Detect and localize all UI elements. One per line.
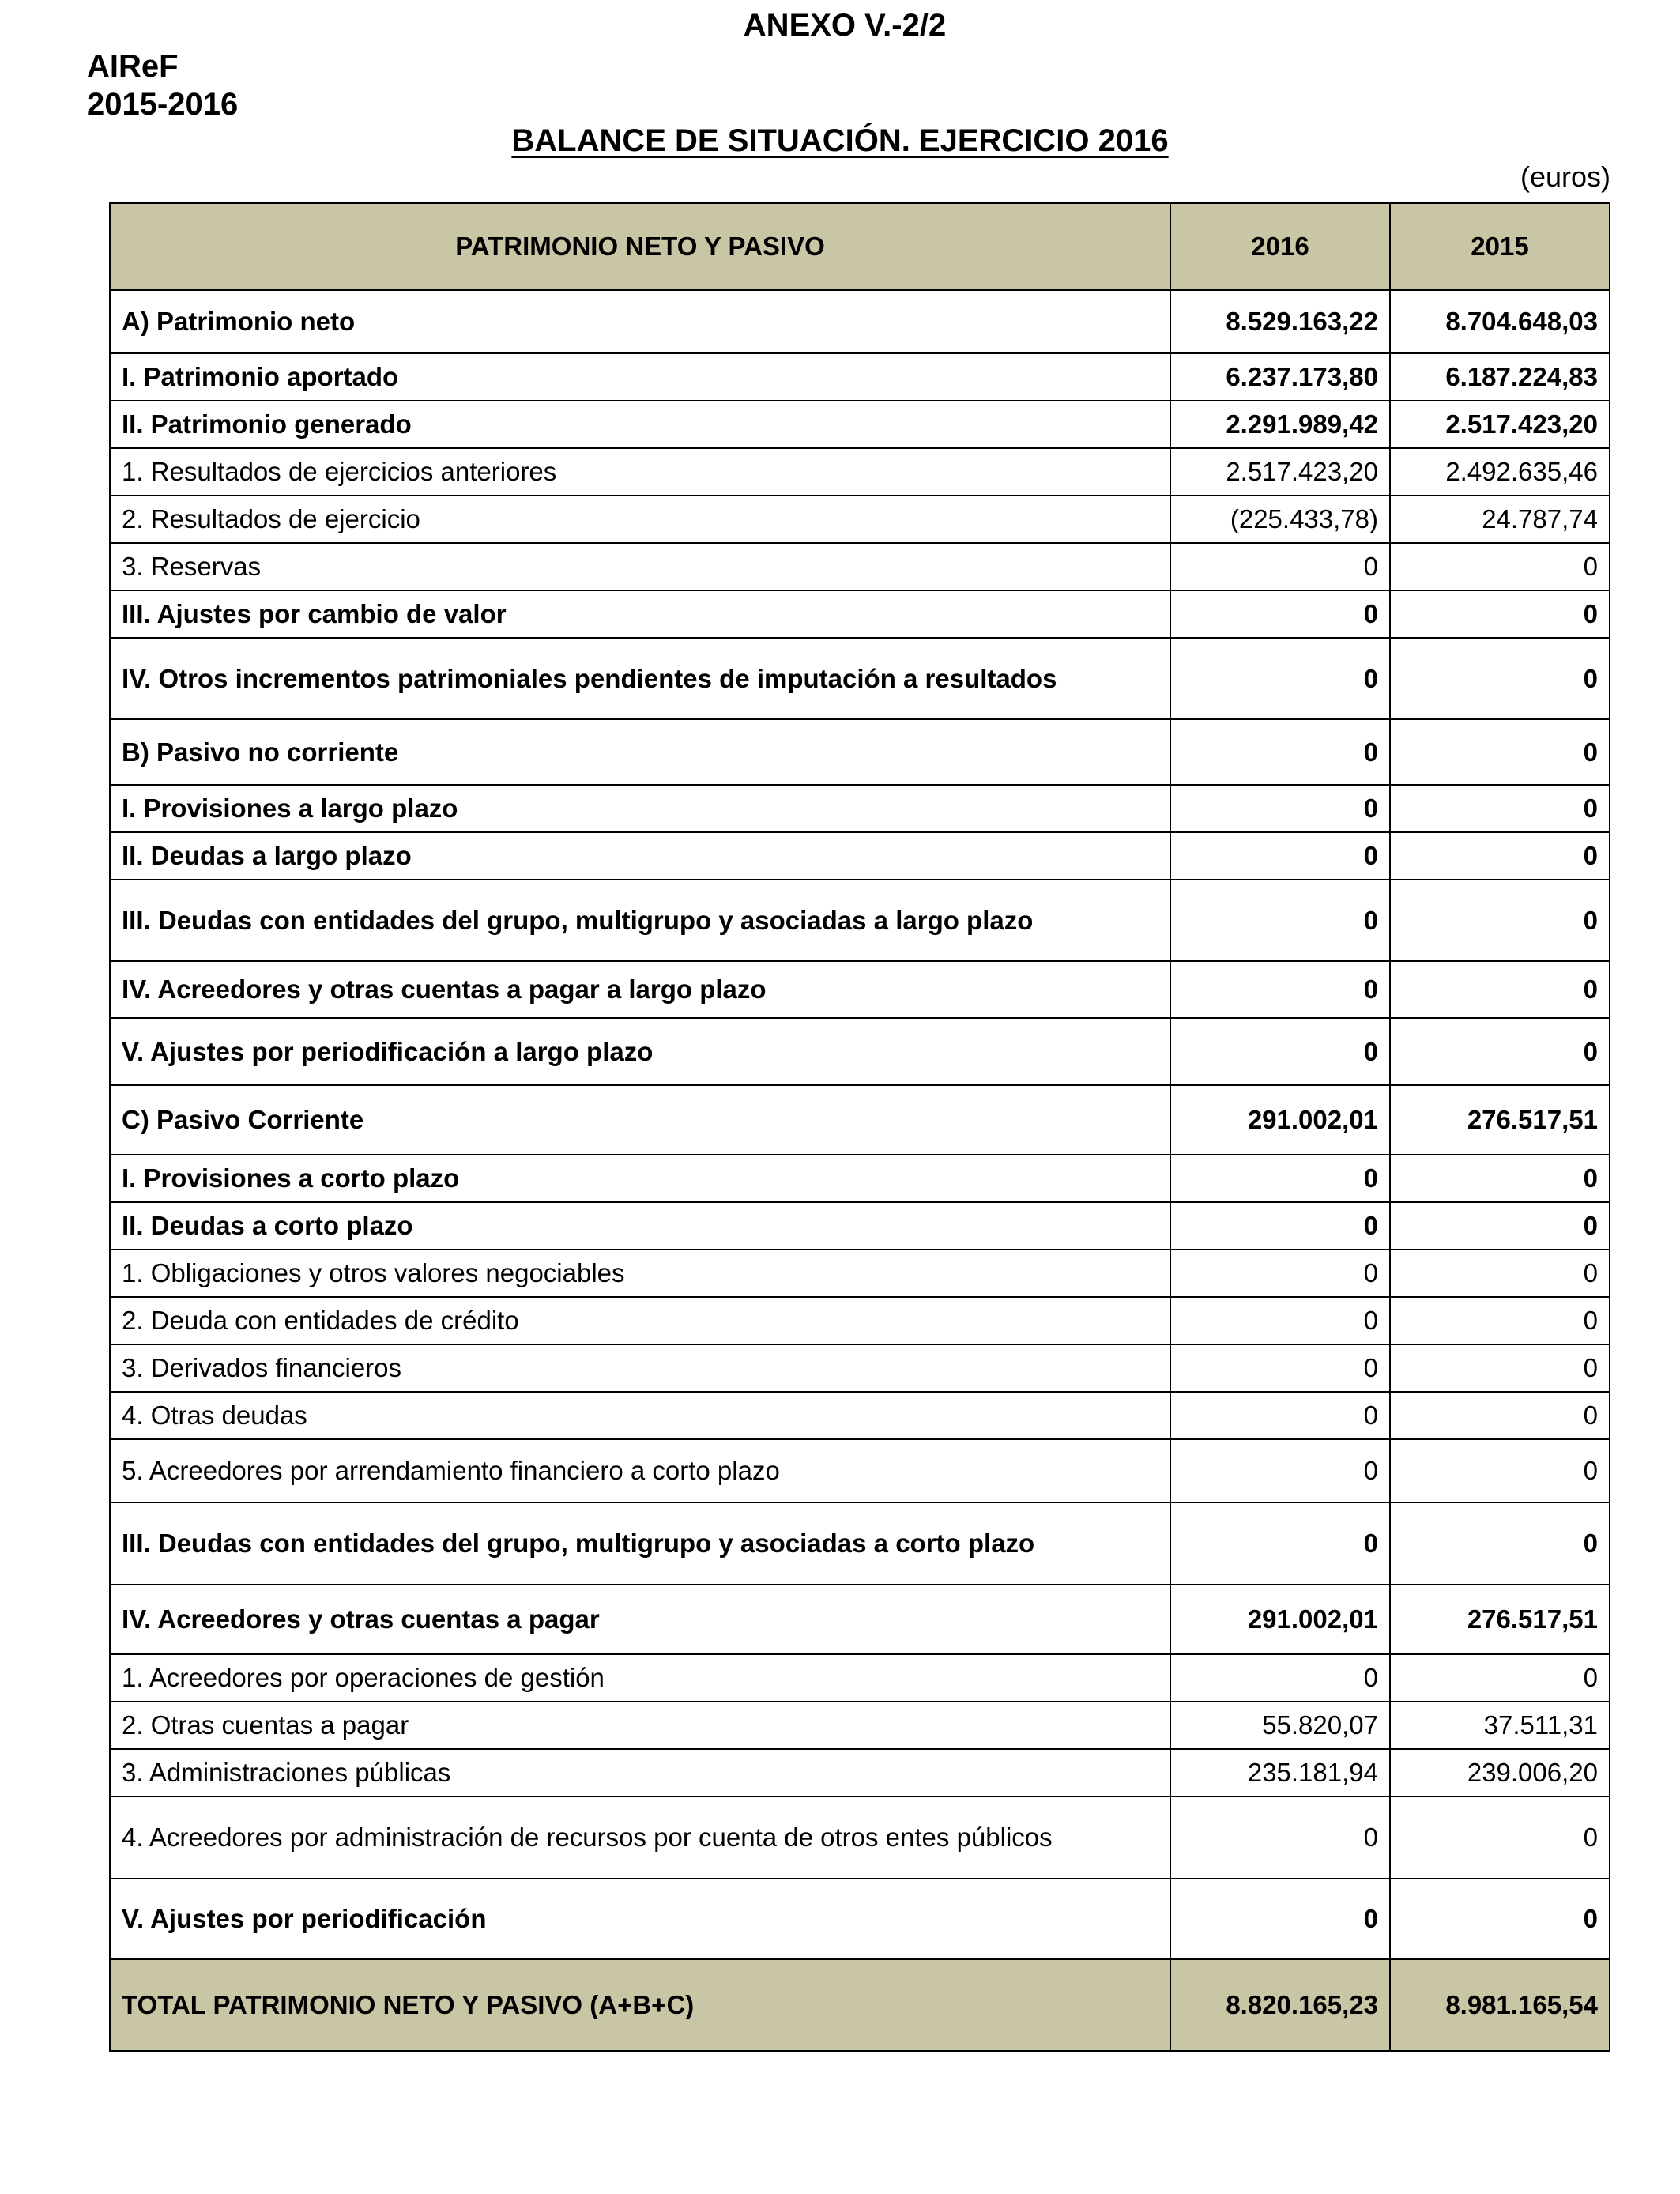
table-row	[110, 1344, 1610, 1392]
page-title: BALANCE DE SITUACIÓN. EJERCICIO 2016	[511, 123, 1169, 158]
row-label: II. Deudas a largo plazo	[110, 832, 1170, 880]
row-label: V. Ajustes por periodificación	[110, 1879, 1170, 1959]
row-label: III. Ajustes por cambio de valor	[110, 590, 1170, 638]
total-2016: 8.820.165,23	[1170, 1959, 1390, 2051]
value-2015: 0	[1390, 785, 1610, 832]
value-2016: 0	[1170, 1202, 1390, 1250]
row-label: 3. Reservas	[110, 543, 1170, 590]
value-2015: 8.704.648,03	[1390, 290, 1610, 353]
value-2016: 0	[1170, 1796, 1390, 1879]
table-row	[110, 785, 1610, 832]
value-2015: 239.006,20	[1390, 1749, 1610, 1796]
row-label: 3. Derivados financieros	[110, 1344, 1170, 1392]
value-2016: 0	[1170, 832, 1390, 880]
table-row	[110, 1018, 1610, 1085]
value-2016: 291.002,01	[1170, 1085, 1390, 1155]
row-label: IV. Acreedores y otras cuentas a pagar	[110, 1585, 1170, 1654]
entity-name: AIReF	[87, 49, 179, 84]
table-row	[110, 448, 1610, 496]
value-2016: (225.433,78)	[1170, 496, 1390, 543]
table-row	[110, 543, 1610, 590]
row-label: II. Deudas a corto plazo	[110, 1202, 1170, 1250]
row-label: I. Patrimonio aportado	[110, 353, 1170, 401]
value-2016: 291.002,01	[1170, 1585, 1390, 1654]
row-label: B) Pasivo no corriente	[110, 719, 1170, 785]
value-2016: 2.291.989,42	[1170, 401, 1390, 448]
table-row	[110, 1502, 1610, 1585]
table-row	[110, 590, 1610, 638]
table-row	[110, 832, 1610, 880]
value-2016: 0	[1170, 1344, 1390, 1392]
value-2015: 276.517,51	[1390, 1585, 1610, 1654]
period-label: 2015-2016	[87, 87, 239, 122]
row-label: 2. Deuda con entidades de crédito	[110, 1297, 1170, 1344]
value-2015: 0	[1390, 719, 1610, 785]
value-2016: 8.529.163,22	[1170, 290, 1390, 353]
row-label: 4. Otras deudas	[110, 1392, 1170, 1439]
value-2016: 0	[1170, 1502, 1390, 1585]
row-label: I. Provisiones a corto plazo	[110, 1155, 1170, 1202]
value-2016: 0	[1170, 543, 1390, 590]
value-2015: 0	[1390, 1250, 1610, 1297]
table-row	[110, 1702, 1610, 1749]
row-label: III. Deudas con entidades del grupo, multigrupo y asociadas a corto plazo	[110, 1502, 1170, 1585]
total-label: TOTAL PATRIMONIO NETO Y PASIVO (A+B+C)	[110, 1959, 1170, 2051]
table-row	[110, 1155, 1610, 1202]
annex-title: ANEXO V.-2/2	[743, 8, 947, 43]
row-label: C) Pasivo Corriente	[110, 1085, 1170, 1155]
table-row	[110, 638, 1610, 719]
row-label: 1. Obligaciones y otros valores negociables	[110, 1250, 1170, 1297]
table-row	[110, 961, 1610, 1018]
table-row	[110, 1796, 1610, 1879]
value-2016: 2.517.423,20	[1170, 448, 1390, 496]
value-2015: 0	[1390, 1654, 1610, 1702]
value-2016: 0	[1170, 1879, 1390, 1959]
table-header-row	[110, 203, 1610, 290]
row-label: 3. Administraciones públicas	[110, 1749, 1170, 1796]
row-label: 4. Acreedores por administración de recursos por cuenta de otros entes públicos	[110, 1796, 1170, 1879]
value-2015: 0	[1390, 543, 1610, 590]
column-header-2015: 2015	[1390, 203, 1610, 290]
value-2016: 0	[1170, 1250, 1390, 1297]
total-2015: 8.981.165,54	[1390, 1959, 1610, 2051]
value-2016: 0	[1170, 1018, 1390, 1085]
row-label: I. Provisiones a largo plazo	[110, 785, 1170, 832]
row-label: V. Ajustes por periodificación a largo plazo	[110, 1018, 1170, 1085]
table-row	[110, 1297, 1610, 1344]
value-2015: 6.187.224,83	[1390, 353, 1610, 401]
value-2016: 0	[1170, 1392, 1390, 1439]
column-header-2016: 2016	[1170, 203, 1390, 290]
value-2015: 2.492.635,46	[1390, 448, 1610, 496]
value-2015: 0	[1390, 1202, 1610, 1250]
value-2016: 0	[1170, 1654, 1390, 1702]
value-2016: 0	[1170, 1297, 1390, 1344]
value-2016: 0	[1170, 719, 1390, 785]
value-2016: 0	[1170, 638, 1390, 719]
value-2015: 0	[1390, 1344, 1610, 1392]
value-2015: 0	[1390, 1155, 1610, 1202]
value-2015: 0	[1390, 1439, 1610, 1502]
table-row	[110, 1585, 1610, 1654]
value-2015: 37.511,31	[1390, 1702, 1610, 1749]
row-label: II. Patrimonio generado	[110, 401, 1170, 448]
row-label: 1. Resultados de ejercicios anteriores	[110, 448, 1170, 496]
value-2015: 0	[1390, 832, 1610, 880]
value-2015: 0	[1390, 1297, 1610, 1344]
column-header-concept: PATRIMONIO NETO Y PASIVO	[110, 203, 1170, 290]
table-row	[110, 1085, 1610, 1155]
value-2015: 0	[1390, 961, 1610, 1018]
value-2015: 0	[1390, 1502, 1610, 1585]
total-row	[110, 1959, 1610, 2051]
table-row	[110, 353, 1610, 401]
row-label: 2. Resultados de ejercicio	[110, 496, 1170, 543]
value-2015: 0	[1390, 1392, 1610, 1439]
row-label: IV. Acreedores y otras cuentas a pagar a largo plazo	[110, 961, 1170, 1018]
table-row	[110, 401, 1610, 448]
table-row	[110, 1654, 1610, 1702]
table-row	[110, 290, 1610, 353]
value-2015: 0	[1390, 638, 1610, 719]
table-body	[110, 290, 1610, 2051]
row-label: A) Patrimonio neto	[110, 290, 1170, 353]
value-2015: 0	[1390, 1879, 1610, 1959]
table-row	[110, 1879, 1610, 1959]
table-row	[110, 1749, 1610, 1796]
table-row	[110, 880, 1610, 961]
value-2015: 0	[1390, 1796, 1610, 1879]
table-row	[110, 1439, 1610, 1502]
value-2015: 276.517,51	[1390, 1085, 1610, 1155]
value-2015: 0	[1390, 1018, 1610, 1085]
value-2016: 0	[1170, 1439, 1390, 1502]
value-2016: 0	[1170, 961, 1390, 1018]
row-label: 2. Otras cuentas a pagar	[110, 1702, 1170, 1749]
value-2016: 235.181,94	[1170, 1749, 1390, 1796]
unit-label: (euros)	[1520, 160, 1610, 193]
value-2015: 24.787,74	[1390, 496, 1610, 543]
value-2016: 0	[1170, 590, 1390, 638]
value-2015: 0	[1390, 590, 1610, 638]
table-row	[110, 496, 1610, 543]
value-2015: 0	[1390, 880, 1610, 961]
value-2016: 0	[1170, 1155, 1390, 1202]
table-row	[110, 1202, 1610, 1250]
value-2015: 2.517.423,20	[1390, 401, 1610, 448]
value-2016: 55.820,07	[1170, 1702, 1390, 1749]
row-label: IV. Otros incrementos patrimoniales pendientes de imputación a resultados	[110, 638, 1170, 719]
value-2016: 0	[1170, 880, 1390, 961]
value-2016: 6.237.173,80	[1170, 353, 1390, 401]
row-label: III. Deudas con entidades del grupo, multigrupo y asociadas a largo plazo	[110, 880, 1170, 961]
table-row	[110, 1392, 1610, 1439]
row-label: 5. Acreedores por arrendamiento financiero a corto plazo	[110, 1439, 1170, 1502]
value-2016: 0	[1170, 785, 1390, 832]
table-row	[110, 1250, 1610, 1297]
row-label: 1. Acreedores por operaciones de gestión	[110, 1654, 1170, 1702]
table-row	[110, 719, 1610, 785]
balance-sheet-table	[109, 202, 1610, 2052]
